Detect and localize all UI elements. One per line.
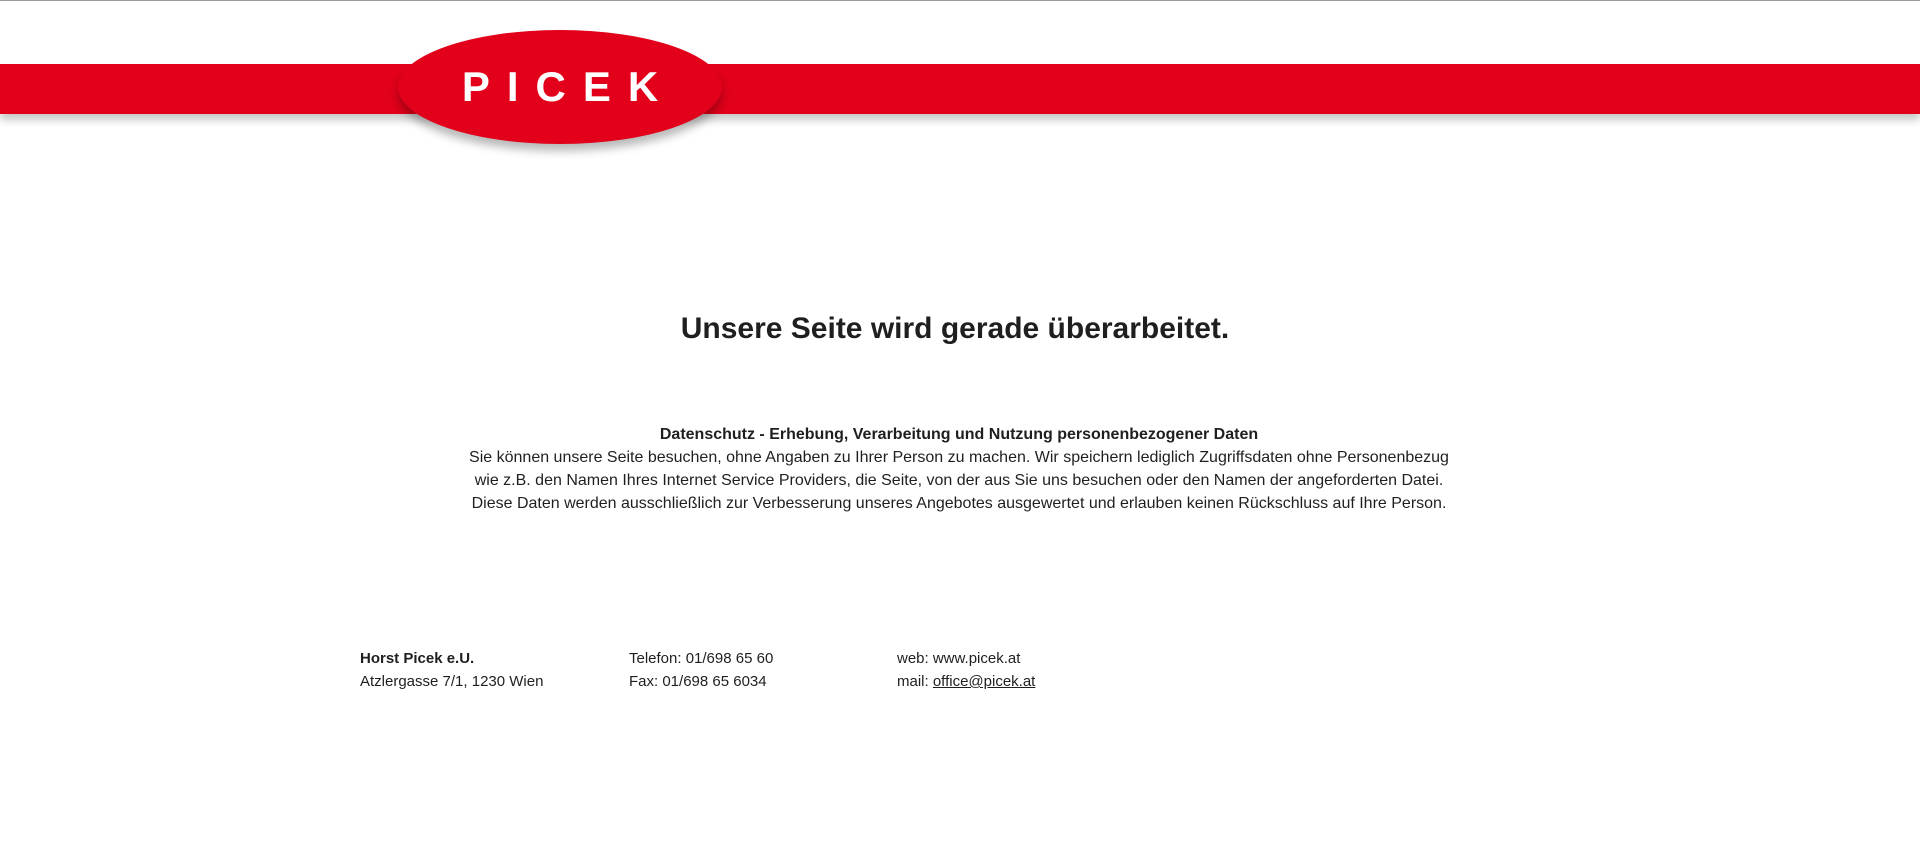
mail-link[interactable]: office@picek.at (932, 673, 1036, 690)
company-address: Atzlergasse 7/1, 1230 Wien (360, 673, 544, 690)
website-text: web: www.picek.at (897, 650, 1021, 667)
company-name: Horst Picek e.U. (360, 650, 475, 667)
fax-number: Fax: 01/698 65 6034 (629, 673, 767, 690)
privacy-text-line: Sie können unsere Seite besuchen, ohne Angaben zu Ihrer Person zu machen. Wir speichern lediglich Zugriffsdaten ohne Personenbezug (469, 449, 1449, 466)
top-divider (0, 0, 1920, 1)
privacy-text-line: wie z.B. den Namen Ihres Internet Service Providers, die Seite, von der aus Sie uns besuchen oder den Namen der angeforderten Datei. (474, 472, 1444, 489)
footer-web-block (897, 647, 1035, 693)
footer-company-block (360, 647, 543, 693)
mail-line (897, 670, 1035, 693)
picek-logo[interactable] (398, 30, 722, 144)
privacy-text-line: Diese Daten werden ausschließlich zur Verbesserung unseres Angebotes ausgewertet und erlauben keinen Rückschluss auf Ihre Person. (471, 495, 1447, 512)
privacy-notice (0, 423, 1918, 515)
logo-text: PICEK (461, 63, 676, 110)
privacy-title: Datenschutz - Erhebung, Verarbeitung und Nutzung personenbezogener Daten (659, 426, 1259, 443)
phone-number: Telefon: 01/698 65 60 (629, 650, 774, 667)
footer-contact-block (629, 647, 773, 693)
header-red-band (0, 64, 1920, 114)
page-headline: Unsere Seite wird gerade überarbeitet. (680, 312, 1230, 345)
mail-label: mail: (897, 673, 933, 690)
